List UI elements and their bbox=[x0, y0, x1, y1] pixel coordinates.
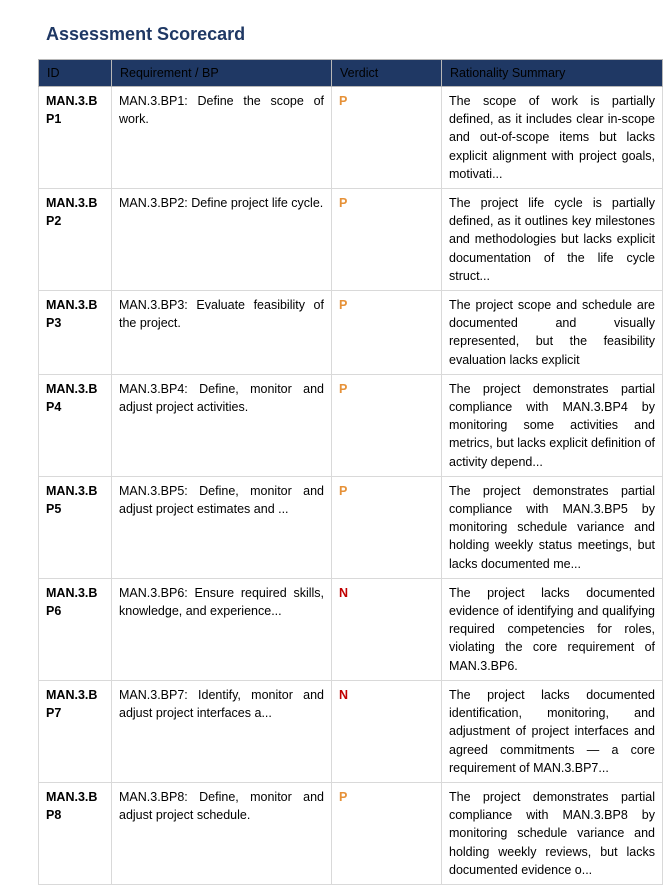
row-requirement-cell: MAN.3.BP6: Ensure required skills, knowledge, and experience... bbox=[112, 578, 332, 680]
table-row bbox=[39, 374, 663, 476]
row-id-cell: MAN.3.BP4 bbox=[39, 374, 112, 476]
row-rationality-cell: The project lacks documented identification, monitoring, and adjustment of project interfaces and agreed commitments — a core requirement of MAN.3.BP7... bbox=[442, 680, 663, 782]
row-verdict-badge: P bbox=[332, 189, 442, 291]
column-header-verdict: Verdict bbox=[332, 60, 442, 87]
row-requirement-cell: MAN.3.BP5: Define, monitor and adjust project estimates and ... bbox=[112, 476, 332, 578]
assessment-scorecard-table bbox=[38, 59, 663, 885]
row-verdict-badge: N bbox=[332, 578, 442, 680]
table-header bbox=[39, 60, 663, 87]
row-requirement-cell: MAN.3.BP2: Define project life cycle. bbox=[112, 189, 332, 291]
row-rationality-cell: The project scope and schedule are documented and visually represented, but the feasibility evaluation lacks explicit bbox=[442, 291, 663, 375]
row-id-cell: MAN.3.BP1 bbox=[39, 87, 112, 189]
column-header-id: ID bbox=[39, 60, 112, 87]
row-rationality-cell: The project demonstrates partial compliance with MAN.3.BP8 by monitoring schedule variance and holding weekly reviews, but lacks documented evidence o... bbox=[442, 782, 663, 884]
row-requirement-cell: MAN.3.BP1: Define the scope of work. bbox=[112, 87, 332, 189]
page-title: Assessment Scorecard bbox=[46, 24, 246, 44]
table-row bbox=[39, 578, 663, 680]
row-verdict-badge: P bbox=[332, 291, 442, 375]
row-id-cell: MAN.3.BP5 bbox=[39, 476, 112, 578]
table-row bbox=[39, 476, 663, 578]
table-row bbox=[39, 87, 663, 189]
row-rationality-cell: The scope of work is partially defined, as it includes clear in-scope and out-of-scope items but lacks explicit alignment with project goals, motivati... bbox=[442, 87, 663, 189]
row-requirement-cell: MAN.3.BP8: Define, monitor and adjust project schedule. bbox=[112, 782, 332, 884]
table-body bbox=[39, 87, 663, 885]
column-header-requirement: Requirement / BP bbox=[112, 60, 332, 87]
row-verdict-badge: P bbox=[332, 782, 442, 884]
row-rationality-cell: The project lacks documented evidence of identifying and qualifying required competencies for roles, violating the core requirement of MAN.3.BP6. bbox=[442, 578, 663, 680]
row-requirement-cell: MAN.3.BP4: Define, monitor and adjust project activities. bbox=[112, 374, 332, 476]
row-verdict-badge: P bbox=[332, 87, 442, 189]
table-row bbox=[39, 189, 663, 291]
row-id-cell: MAN.3.BP8 bbox=[39, 782, 112, 884]
row-requirement-cell: MAN.3.BP7: Identify, monitor and adjust project interfaces a... bbox=[112, 680, 332, 782]
row-id-cell: MAN.3.BP7 bbox=[39, 680, 112, 782]
row-rationality-cell: The project life cycle is partially defined, as it outlines key milestones and methodologies but lacks explicit documentation of the life cycle struct... bbox=[442, 189, 663, 291]
row-rationality-cell: The project demonstrates partial compliance with MAN.3.BP5 by monitoring schedule variance and holding weekly status meetings, but lacks documented me... bbox=[442, 476, 663, 578]
row-id-cell: MAN.3.BP6 bbox=[39, 578, 112, 680]
row-id-cell: MAN.3.BP2 bbox=[39, 189, 112, 291]
row-verdict-badge: P bbox=[332, 374, 442, 476]
table-row bbox=[39, 680, 663, 782]
table-row bbox=[39, 291, 663, 375]
row-rationality-cell: The project demonstrates partial compliance with MAN.3.BP4 by monitoring some activities and metrics, but lacks explicit definition of activity depend... bbox=[442, 374, 663, 476]
row-verdict-badge: N bbox=[332, 680, 442, 782]
row-id-cell: MAN.3.BP3 bbox=[39, 291, 112, 375]
row-requirement-cell: MAN.3.BP3: Evaluate feasibility of the project. bbox=[112, 291, 332, 375]
row-verdict-badge: P bbox=[332, 476, 442, 578]
column-header-rationality: Rationality Summary bbox=[442, 60, 663, 87]
table-row bbox=[39, 782, 663, 884]
